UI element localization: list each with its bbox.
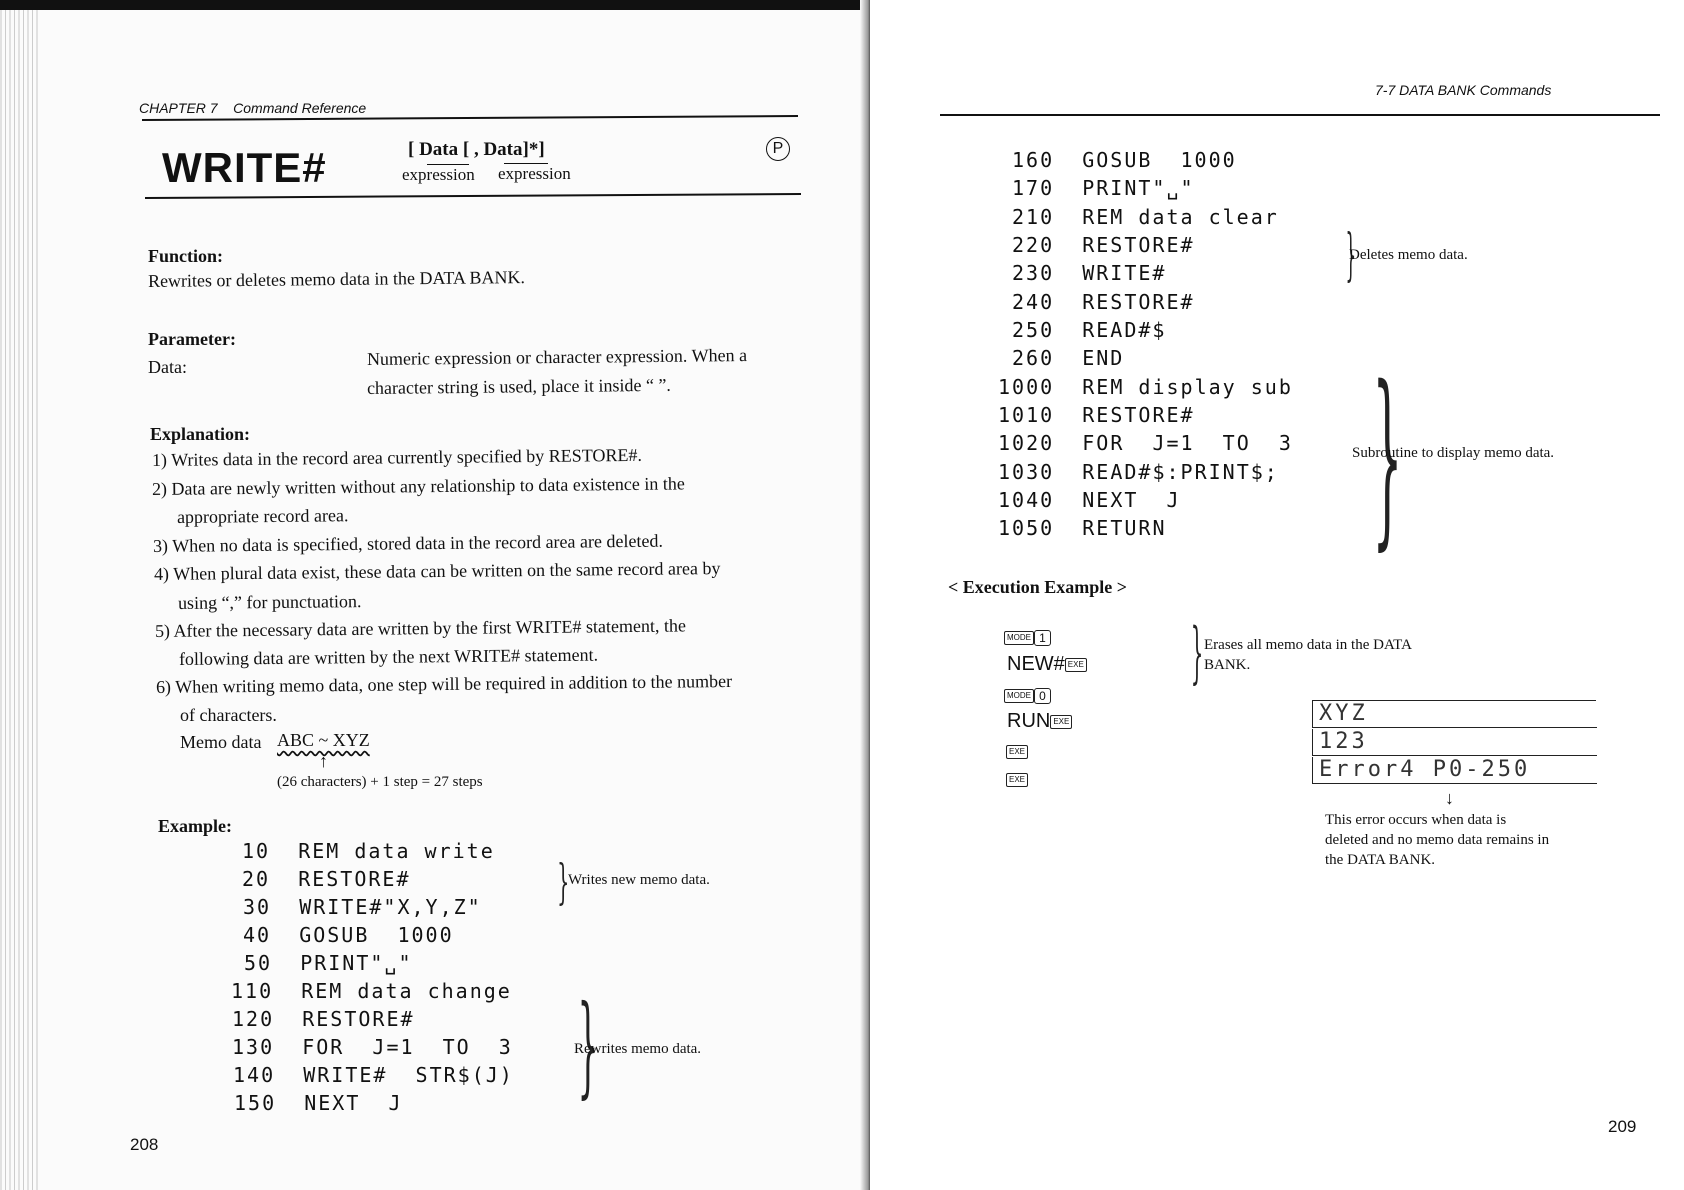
exe-key: EXE <box>1006 745 1028 759</box>
code-line: 1000 REM display sub <box>998 375 1293 399</box>
code-line: 1020 FOR J=1 TO 3 <box>998 431 1293 455</box>
run-command: RUN <box>1007 710 1051 732</box>
top-shadow <box>0 0 870 10</box>
binding-edge <box>0 0 40 1190</box>
explanation-line-7: 5) After the necessary data are written by the first WRITE# statement, the <box>154 615 687 641</box>
example-heading: Example: <box>158 816 232 836</box>
parameter-text-2: character string is used, place it inside “ ”. <box>366 374 671 398</box>
error-note-2: deleted and no memo data remains in <box>1325 832 1550 848</box>
explanation-line-9: 6) When writing memo data, one step will be required in addition to the number <box>155 670 733 697</box>
explanation-line-10: of characters. <box>180 705 277 725</box>
chapter-header: CHAPTER 7 Command Reference <box>139 100 367 116</box>
execution-heading: < Execution Example > <box>948 577 1128 597</box>
section-header: 7-7 DATA BANK Commands <box>1375 82 1552 98</box>
note-rewrites: Rewrites memo data. <box>574 1041 702 1057</box>
error-note-3: the DATA BANK. <box>1325 852 1436 868</box>
exe-key: EXE <box>1050 715 1072 729</box>
header-rule <box>940 114 1660 116</box>
right-page <box>870 0 1684 1190</box>
one-key: 1 <box>1034 630 1051 646</box>
note-erases-1: Erases all memo data in the DATA <box>1204 637 1412 653</box>
code-line: 30 WRITE#"X,Y,Z" <box>243 895 482 919</box>
code-line: 170 PRINT"␣" <box>1012 176 1195 200</box>
explanation-line-4: 3) When no data is specified, stored data in the record area are deleted. <box>152 530 664 556</box>
function-text: Rewrites or deletes memo data in the DATA BANK. <box>147 267 526 291</box>
explanation-line-5: 4) When plural data exist, these data can be written on the same record area by <box>153 558 721 584</box>
code-line: 10 REM data write <box>242 839 495 863</box>
command-title: WRITE# <box>162 144 327 191</box>
code-line: 250 READ#$ <box>1012 318 1167 342</box>
explanation-heading: Explanation: <box>150 424 251 444</box>
function-heading: Function: <box>148 246 224 266</box>
parameter-heading: Parameter: <box>148 329 236 349</box>
code-line: 120 RESTORE# <box>232 1007 415 1031</box>
code-line: 110 REM data change <box>231 979 512 1003</box>
memo-value: ABC ~ XYZ <box>277 730 370 750</box>
code-line: 230 WRITE# <box>1012 261 1167 285</box>
code-line: 240 RESTORE# <box>1012 290 1195 314</box>
brace-icon: } <box>1372 346 1403 567</box>
code-line: 1010 RESTORE# <box>998 403 1195 427</box>
code-line: 160 GOSUB 1000 <box>1012 148 1237 172</box>
brace-icon: } <box>557 854 570 910</box>
page-number-left: 208 <box>130 1135 159 1154</box>
explanation-line-6: using “,” for punctuation. <box>177 591 362 613</box>
brace-icon: } <box>577 981 599 1109</box>
explanation-line-2: 2) Data are newly written without any relationship to data existence in the <box>151 473 685 499</box>
brace-icon: } <box>1190 614 1204 691</box>
code-line: 140 WRITE# STR$(J) <box>233 1063 514 1087</box>
exec-key-row-3 <box>1004 687 1051 705</box>
exec-key-row-2 <box>1007 653 1087 676</box>
code-line: 210 REM data clear <box>1012 205 1279 229</box>
new-command: NEW# <box>1007 653 1065 675</box>
page-number-right: 209 <box>1608 1117 1637 1136</box>
explanation-line-8: following data are written by the next WRITE# statement. <box>178 644 599 669</box>
title-rule <box>145 193 801 199</box>
zero-key: 0 <box>1034 688 1051 704</box>
code-line: 40 GOSUB 1000 <box>243 923 454 947</box>
code-line: 130 FOR J=1 TO 3 <box>232 1035 513 1059</box>
exe-key: EXE <box>1065 658 1087 672</box>
explanation-line-3: appropriate record area. <box>176 505 349 527</box>
syntax-sub-2: expression <box>498 164 571 183</box>
syntax-sub-1: expression <box>402 165 475 184</box>
code-line: 1030 READ#$:PRINT$; <box>998 460 1279 484</box>
arrow-down-icon: ↓ <box>1445 788 1454 808</box>
mode-p-badge: P <box>766 137 790 161</box>
parameter-text-1: Numeric expression or character expression. When a <box>366 345 748 369</box>
mode-key: MODE <box>1004 631 1034 645</box>
error-note-1: This error occurs when data is <box>1325 812 1507 828</box>
code-line: 1050 RETURN <box>998 516 1167 540</box>
lcd-row-3: Error4 P0-250 <box>1312 757 1597 784</box>
code-line: 220 RESTORE# <box>1012 233 1195 257</box>
code-line: 260 END <box>1012 346 1125 370</box>
note-writes: Writes new memo data. <box>568 872 710 888</box>
memo-label: Memo data <box>180 732 262 752</box>
exec-key-row-6 <box>1006 771 1028 789</box>
code-line: 50 PRINT"␣" <box>244 951 413 975</box>
code-line: 1040 NEXT J <box>998 488 1181 512</box>
exec-key-row-1 <box>1004 629 1051 647</box>
lcd-row-1: XYZ <box>1312 701 1597 728</box>
note-subroutine: Subroutine to display memo data. <box>1352 445 1555 461</box>
lcd-row-2: 123 <box>1312 729 1597 756</box>
brace-icon: } <box>1345 223 1357 288</box>
mode-key: MODE <box>1004 689 1034 703</box>
code-line: 150 NEXT J <box>234 1091 403 1115</box>
memo-calc: (26 characters) + 1 step = 27 steps <box>277 774 483 790</box>
parameter-name: Data: <box>148 357 187 377</box>
note-erases-2: BANK. <box>1204 657 1251 673</box>
exe-key: EXE <box>1006 773 1028 787</box>
code-line: 20 RESTORE# <box>242 867 411 891</box>
exec-key-row-5 <box>1006 743 1028 761</box>
syntax-line: [ Data [ , Data]*] <box>408 139 545 160</box>
explanation-line-1: 1) Writes data in the record area currently specified by RESTORE#. <box>151 444 643 470</box>
arrow-up-icon: ↑ <box>319 751 328 771</box>
exec-key-row-4 <box>1007 710 1072 733</box>
note-deletes: Deletes memo data. <box>1349 247 1468 263</box>
